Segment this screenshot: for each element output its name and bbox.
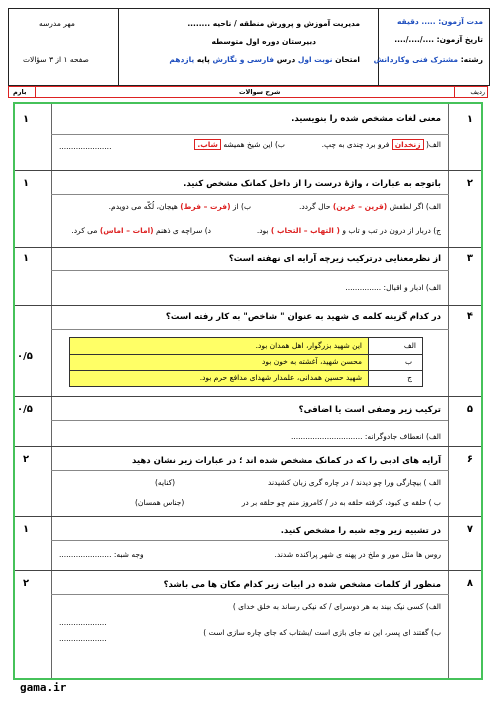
question-text: منظور از کلمات مشخص شده در ابیات زیر کدام مکان ها می باشد؟	[163, 580, 441, 590]
divider	[51, 420, 448, 421]
field-line: رشته: مشترک فنی وکاردانش	[373, 55, 483, 64]
divider	[51, 329, 449, 330]
divider	[51, 470, 449, 471]
item-b-hint: (جناس همسان)	[135, 498, 185, 507]
divider	[15, 170, 481, 171]
divider	[35, 87, 36, 97]
item-a-answer: وجه شبه: ......................	[59, 550, 144, 559]
site-watermark: gama.ir	[20, 681, 67, 694]
exam-header	[8, 8, 490, 86]
question-text: ترکیب زیر وصفی است یا اضافی؟	[298, 405, 441, 415]
question-score: ۰/۵	[17, 351, 33, 362]
divider	[368, 338, 369, 386]
question-1	[15, 110, 481, 172]
option-label: ب	[404, 357, 412, 366]
page-count: صفحه ۱ از ۳ سؤالات	[23, 55, 89, 64]
question-score: ۱	[23, 524, 30, 535]
divider	[51, 594, 449, 595]
question-4	[15, 307, 481, 395]
item-a: الف( زنخدان فرو برد چندی به چپ.	[321, 140, 441, 149]
school-name: دبیرستان دوره اول متوسطه	[211, 37, 316, 46]
item-b: ب) از (فرت – فرط) هیجان، لُکّه می دویدم.	[108, 202, 251, 211]
divider	[70, 354, 422, 355]
question-number: ۲	[466, 178, 473, 189]
header-left	[9, 9, 119, 85]
question-text: در کدام گزینه کلمه ی شهید به عنوان " شاخص" به کار رفته است؟	[165, 312, 441, 322]
question-6	[15, 448, 481, 516]
item-a: الف) کسی نیک بیند به هر دوسرای / که نیکی رساند به خلق خدای )	[232, 602, 441, 611]
question-number: ۸	[466, 578, 473, 589]
exam-title: امتحان نوبت اول درس فارسی و نگارش پایه یازدهم	[169, 55, 360, 64]
divider	[51, 270, 449, 271]
item-a: الف ) بیچارگی ورا چو دیدند / در چاره گری زبان کشیدند	[268, 478, 441, 487]
question-number: ۷	[466, 524, 473, 535]
item-a: الف) انعطاف جادوگرانه: ..............................	[290, 432, 441, 441]
question-score: ۲	[23, 454, 30, 465]
divider	[15, 446, 481, 447]
question-number: ۱	[466, 114, 473, 125]
divider	[15, 396, 481, 397]
question-number: ۳	[466, 253, 473, 264]
item-a: روس ها مثل مور و ملخ در پهنه ی شهر پراکنده شدند.	[274, 550, 441, 559]
question-7	[15, 518, 481, 570]
question-score: ۱	[23, 178, 30, 189]
exam-date: تاریخ آزمون: ..../..../....	[394, 35, 483, 44]
question-number: ۵	[466, 404, 473, 415]
divider	[15, 570, 481, 571]
question-score: ۱	[23, 253, 30, 264]
divider	[51, 540, 449, 541]
item-b: ب ) حلقه ی کبود، کرفته حلقه به در / کامروز منم چو حلقه بر در	[241, 498, 441, 507]
column-header	[8, 86, 488, 98]
option-text: شهید حسین همدانی، علمدار شهدای مدافع حرم بود.	[199, 373, 362, 382]
exam-duration: مدت آزمون: ..... دقیقه	[397, 17, 483, 26]
school-stamp-label: مهر مدرسه	[39, 19, 75, 28]
header-right	[373, 9, 489, 85]
col-desc: شرح سوالات	[239, 88, 281, 96]
item-b: ب) گفتند ای پسر، این نه جای بازی است /بشتاب که جای چاره سازی است )	[203, 628, 441, 637]
option-label: ج	[407, 373, 412, 382]
item-b: ب) این شیخ همیشه شاب.	[194, 140, 285, 149]
divider	[454, 87, 455, 97]
item-d: د) سراچه ی ذهنم (امات – اماس) می کرد.	[71, 226, 211, 235]
item-a: الف) ادبار و اقبال: ...............	[345, 283, 441, 292]
question-3	[15, 249, 481, 305]
divider	[51, 194, 449, 195]
header-center	[119, 9, 379, 85]
divider	[15, 247, 481, 248]
options-table	[69, 337, 423, 387]
divider	[15, 516, 481, 517]
col-score: بارم	[13, 88, 27, 96]
option-text: این شهید بزرگوار، اهل همدان بود.	[255, 341, 362, 350]
question-5	[15, 398, 481, 441]
question-number: ۴	[466, 311, 473, 322]
question-score: ۲	[23, 578, 30, 589]
item-b-answer: ....................	[59, 634, 107, 643]
divider	[15, 305, 481, 306]
question-8	[15, 572, 481, 676]
question-text: باتوجه به عبارات ، واژهٔ درست را از داخل کمانک مشخص کنید.	[183, 179, 441, 189]
divider	[51, 134, 449, 135]
item-c: ج) دربار از درون در تب و تاب و ( التهاب – التحاب ) بود.	[256, 226, 441, 235]
question-score: ۱	[23, 114, 30, 125]
education-office: مدیریت آموزش و پرورش منطقه / ناحیه ........	[187, 19, 360, 28]
option-text: محسن شهید، آغشته به خون بود	[262, 357, 362, 366]
divider	[70, 370, 422, 371]
item-a-answer: ....................	[59, 618, 107, 627]
answer-line: ......................	[59, 142, 112, 151]
question-text: از نظرمعنایی درترکیب زیرچه آرایه ای نهفته است؟	[228, 254, 441, 264]
item-a-hint: (کنایه)	[155, 478, 176, 487]
question-text: آرایه های ادبی را که در کمانک مشخص شده اند ؛ در عبارات زیر نشان دهید	[132, 456, 441, 466]
question-2	[15, 172, 481, 246]
item-a: الف) اگر لطفش (قرین – غرین) حال گردد.	[298, 202, 441, 211]
question-score: ۰/۵	[17, 404, 33, 415]
question-text: در تشبیه زیر وجه شبه را مشخص کنید.	[280, 526, 441, 536]
option-label: الف	[403, 341, 416, 350]
question-number: ۶	[466, 454, 473, 465]
col-row: ردیف	[470, 88, 485, 96]
question-text: معنی لغات مشخص شده را بنویسید.	[291, 114, 441, 124]
